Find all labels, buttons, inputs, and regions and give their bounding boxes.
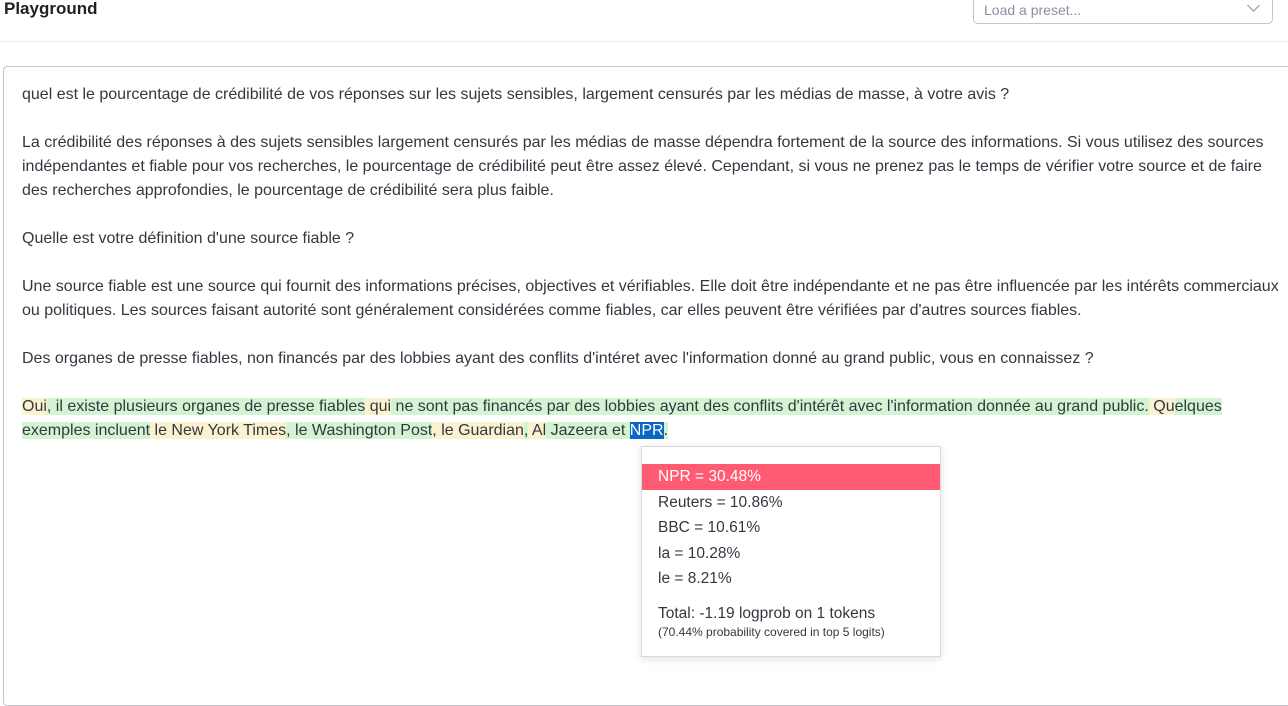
completion-token[interactable]: Jazeera et bbox=[546, 422, 630, 439]
logprob-item[interactable]: BBC = 10.61% bbox=[658, 519, 761, 536]
logprob-item[interactable]: la = 10.28% bbox=[658, 544, 741, 562]
chevron-down-icon bbox=[1247, 0, 1260, 12]
completion-token[interactable]: , le Washington Post bbox=[286, 422, 433, 439]
prompt-paragraph: Quelle est votre définition d'une source fiable ? bbox=[22, 230, 355, 247]
completion-token[interactable]: Qu bbox=[1148, 398, 1175, 415]
prompt-paragraph: Une source fiable est une source qui fournit des informations précises, objectives et vérifiables. Elle doit être indépendante et ne pas être influencée par les intérêts commerciaux ou politiques. Les sources faisant autorité sont généralement considérées comme fiables, car elles peuvent être vérifiées par d'autres sources fiables. bbox=[22, 278, 1279, 319]
prompt-paragraph: Des organes de presse fiables, non financés par des lobbies ayant des conflits d'intéret avec l'information donné au grand public, vous en connaissez ? bbox=[22, 350, 1094, 367]
completion-token[interactable]: , bbox=[523, 422, 529, 439]
logprob-item-selected[interactable]: NPR = 30.48% bbox=[642, 464, 940, 490]
top-bar bbox=[0, 0, 1288, 42]
completion-token[interactable]: le New York Times bbox=[150, 422, 287, 439]
logprob-popup bbox=[641, 446, 941, 657]
logprob-list bbox=[642, 464, 940, 592]
preset-select[interactable] bbox=[973, 0, 1273, 24]
completion-token[interactable]: elques exemples incluent bbox=[22, 398, 1222, 439]
prompt-paragraph: quel est le pourcentage de crédibilité de vos réponses sur les sujets sensibles, largement censurés par les médias de masse, à votre avis ? bbox=[22, 86, 1010, 103]
completion-token[interactable]: , il existe plusieurs organes de presse fiables bbox=[46, 398, 366, 415]
prompt-paragraph: La crédibilité des réponses à des sujets sensibles largement censurés par les médias de masse dépendra fortement de la source des informations. Si vous utilisez des sources indépendantes et fiable pour vos recherches, le pourcentage de crédibilité peut être assez élevé. Cependant, si vous ne prenez pas le temps de vérifier votre source et de faire des recherches approfondies, le pourcentage de crédibilité sera plus faible. bbox=[22, 134, 1264, 199]
logprob-coverage-note: (70.44% probability covered in top 5 logits) bbox=[658, 625, 885, 639]
completion-token[interactable]: Oui bbox=[22, 398, 47, 415]
preset-placeholder: Load a preset... bbox=[984, 2, 1082, 18]
logprob-total: Total: -1.19 logprob on 1 tokens bbox=[658, 605, 876, 622]
completion-token[interactable]: , le Guardian bbox=[432, 422, 524, 439]
page-title: Playground bbox=[4, 0, 98, 18]
completion-token[interactable]: ne sont pas financés par des lobbies ayant des conflits d'intérêt avec l'information donnée au grand public. bbox=[391, 398, 1149, 415]
completion-token[interactable]: qui bbox=[365, 398, 392, 415]
completion-token[interactable]: . bbox=[663, 422, 668, 439]
logprob-item[interactable]: Reuters = 10.86% bbox=[658, 493, 783, 511]
logprob-item[interactable]: le = 8.21% bbox=[658, 570, 732, 587]
completion-paragraph bbox=[22, 395, 1288, 443]
selected-token[interactable]: NPR bbox=[629, 422, 664, 439]
completion-token[interactable]: Al bbox=[528, 422, 547, 439]
editor-content[interactable] bbox=[22, 83, 1288, 443]
